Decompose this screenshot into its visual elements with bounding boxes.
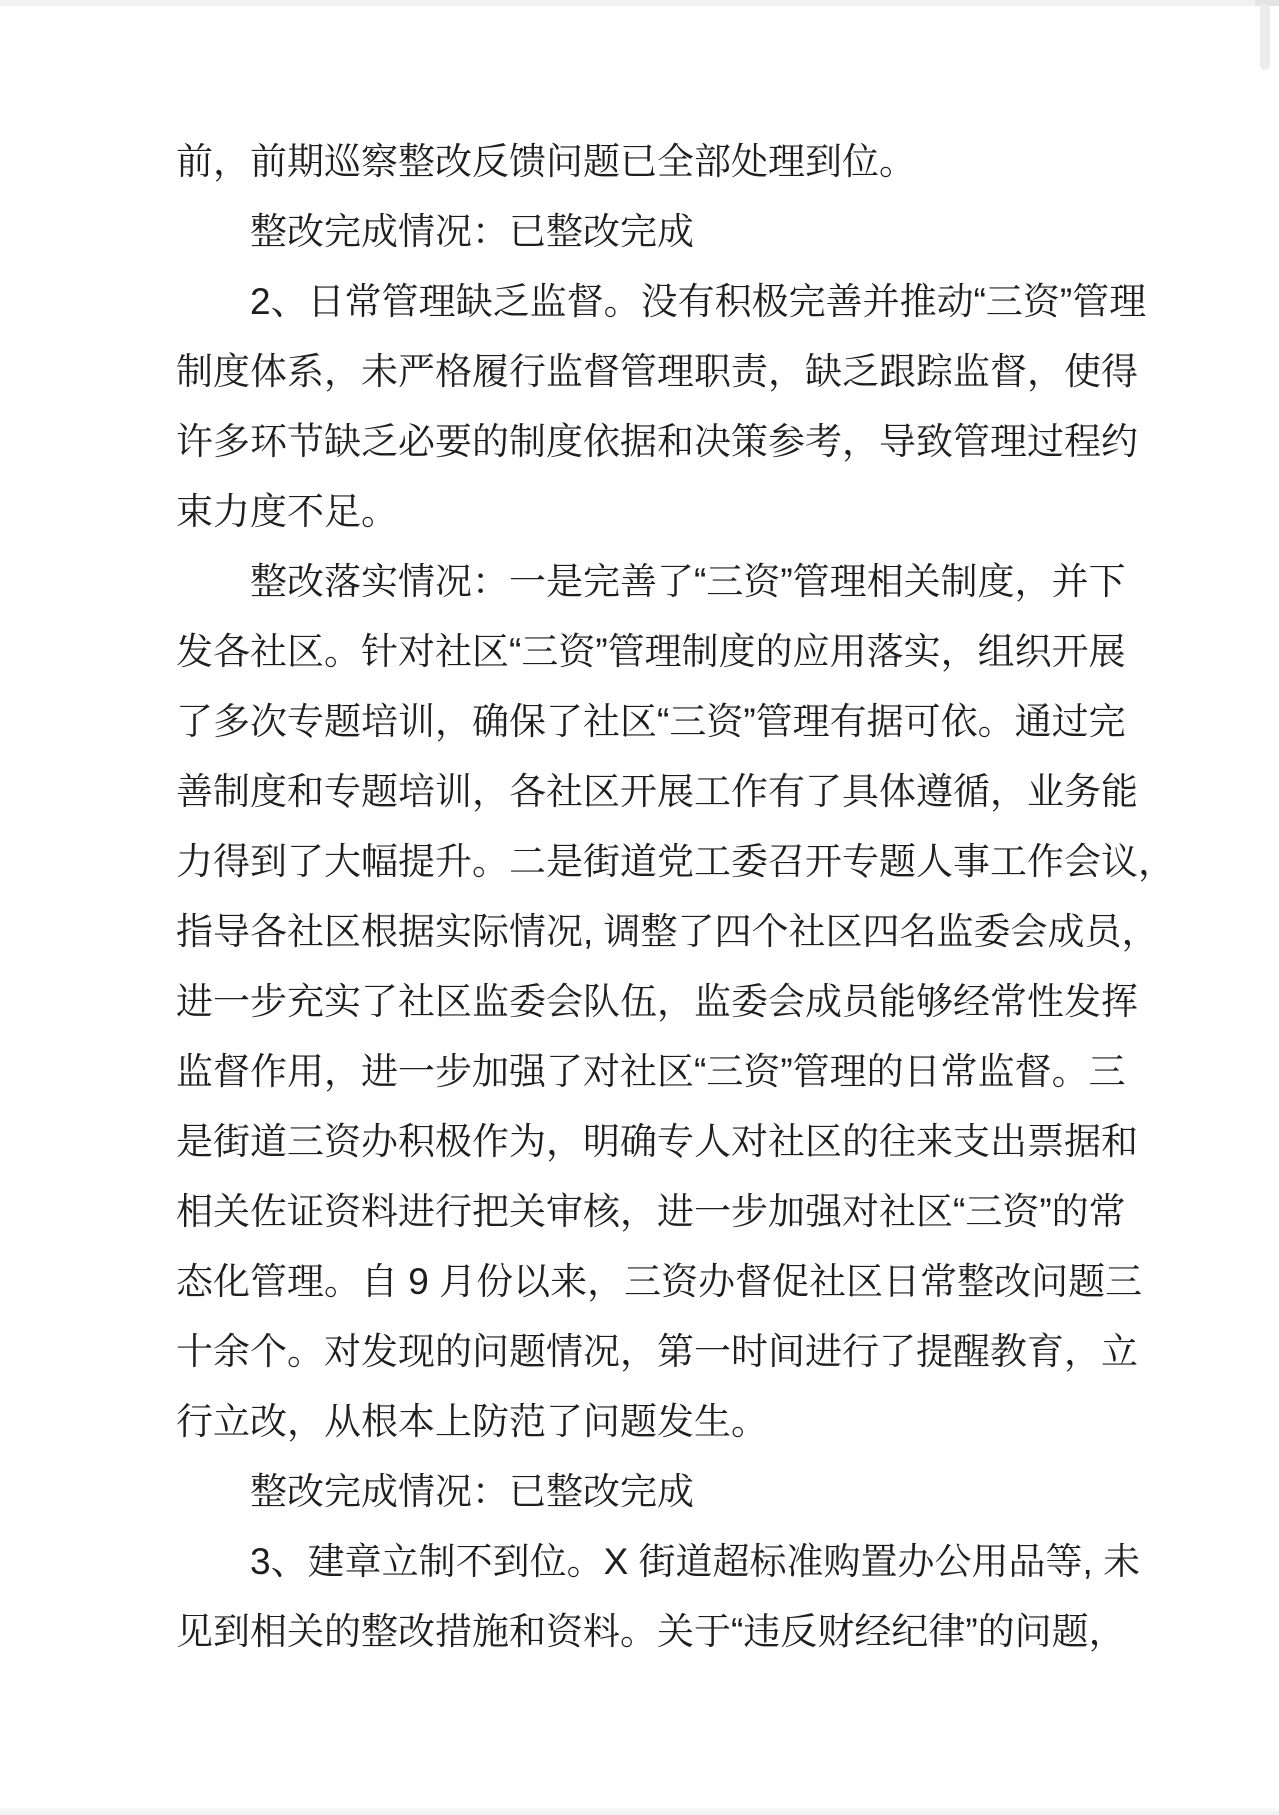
- text-line: 许多环节缺乏必要的制度依据和决策参考，导致管理过程约: [176, 421, 1138, 462]
- text-line: 前，前期巡察整改反馈问题已全部处理到位。: [176, 141, 916, 182]
- text-line: 束力度不足。: [176, 491, 398, 532]
- text-line: 是街道三资办积极作为，明确专人对社区的往来支出票据和: [176, 1121, 1138, 1162]
- text-line: 制度体系，未严格履行监督管理职责，缺乏跟踪监督，使得: [176, 351, 1138, 392]
- text-line: 十余个。对发现的问题情况，第一时间进行了提醒教育，立: [176, 1331, 1138, 1372]
- text-line: 见到相关的整改措施和资料。关于“违反财经纪律”的问题，: [176, 1611, 1126, 1652]
- text-line: 整改完成情况：已整改完成: [250, 1471, 694, 1512]
- scrollbar-thumb[interactable]: [1260, 4, 1270, 70]
- text-line: 发各社区。针对社区“三资”管理制度的应用落实，组织开展: [176, 631, 1126, 672]
- text-line: 监督作用，进一步加强了对社区“三资”管理的日常监督。三: [176, 1051, 1126, 1092]
- text-line: 态化管理。自 9 月份以来，三资办督促社区日常整改问题三: [176, 1261, 1143, 1302]
- text-line: 了多次专题培训，确保了社区“三资”管理有据可依。通过完: [176, 701, 1126, 742]
- text-line: 3、建章立制不到位。X 街道超标准购置办公用品等, 未: [250, 1541, 1141, 1582]
- text-line: 善制度和专题培训，各社区开展工作有了具体遵循，业务能: [176, 771, 1138, 812]
- text-line: 行立改，从根本上防范了问题发生。: [176, 1401, 768, 1442]
- text-line: 2、日常管理缺乏监督。没有积极完善并推动“三资”管理: [250, 281, 1147, 322]
- text-line: 进一步充实了社区监委会队伍，监委会成员能够经常性发挥: [176, 981, 1138, 1022]
- text-line: 整改落实情况：一是完善了“三资”管理相关制度，并下: [250, 561, 1126, 602]
- text-line: 力得到了大幅提升。二是街道党工委召开专题人事工作会议，: [176, 841, 1175, 882]
- text-line: 指导各社区根据实际情况, 调整了四个社区四名监委会成员，: [176, 911, 1159, 952]
- text-line: 整改完成情况：已整改完成: [250, 211, 694, 252]
- top-strip: [0, 0, 1279, 6]
- text-line: 相关佐证资料进行把关审核，进一步加强对社区“三资”的常: [176, 1191, 1126, 1232]
- bottom-strip: [0, 1808, 1279, 1815]
